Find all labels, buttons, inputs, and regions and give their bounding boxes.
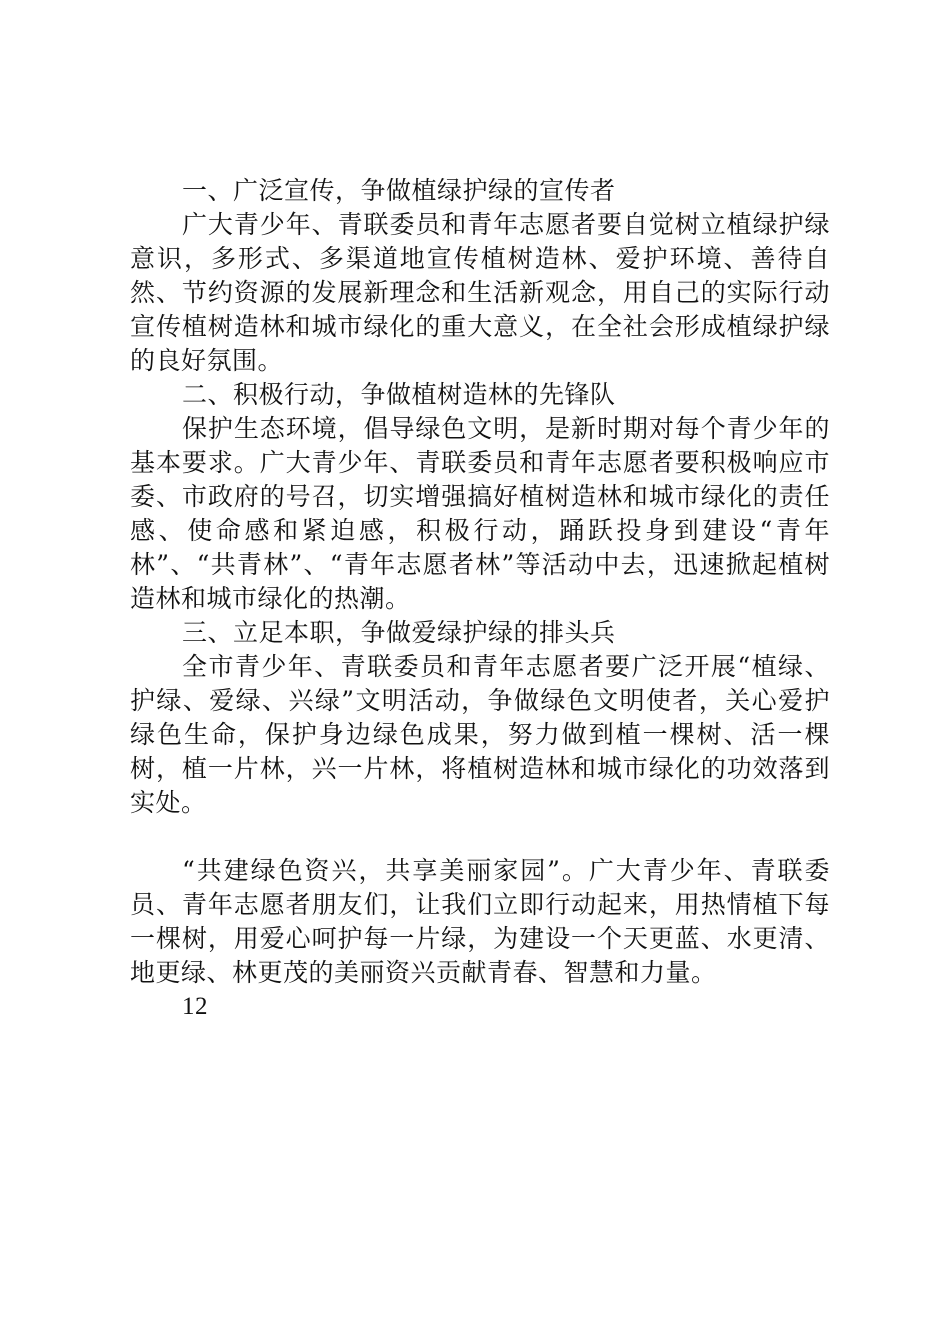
section-paragraph-3: 全市青少年、青联委员和青年志愿者要广泛开展“植绿、护绿、爱绿、兴绿”文明活动，争做绿色文明使者，关心爱护绿色生命，保护身边绿色成果，努力做到植一棵树、活一棵树，植一片林，兴一片林，将植树造林和城市绿化的功效落到实处。 (130, 652, 830, 817)
section-heading-2: 二、积极行动，争做植树造林的先锋队 (182, 380, 616, 409)
section-paragraph-1: 广大青少年、青联委员和青年志愿者要自觉树立植绿护绿意识，多形式、多渠道地宣传植树造林、爱护环境、善待自然、节约资源的发展新理念和生活新观念，用自己的实际行动宣传植树造林和城市绿化的重大意义，在全社会形成植绿护绿的良好氛围。 (130, 210, 830, 375)
section-paragraph-2: 保护生态环境，倡导绿色文明，是新时期对每个青少年的基本要求。广大青少年、青联委员和青年志愿者要积极响应市委、市政府的号召，切实增强搞好植树造林和城市绿化的责任感、使命感和紧迫感，积极行动，踊跃投身到建设“青年林”、“共青林”、“青年志愿者林”等活动中去，迅速掀起植树造林和城市绿化的热潮。 (130, 414, 830, 613)
section-heading-1: 一、广泛宣传，争做植绿护绿的宣传者 (182, 176, 616, 205)
section-heading-3: 三、立足本职，争做爱绿护绿的排头兵 (182, 618, 616, 647)
closing-paragraph: “共建绿色资兴，共享美丽家园”。广大青少年、青联委员、青年志愿者朋友们，让我们立即行动起来，用热情植下每一棵树，用爱心呵护每一片绿，为建设一个天更蓝、水更清、地更绿、林更茂的美丽资兴贡献青春、智慧和力量。 (130, 856, 830, 987)
page-number: 12 (182, 993, 208, 1020)
document-body (130, 174, 830, 1024)
